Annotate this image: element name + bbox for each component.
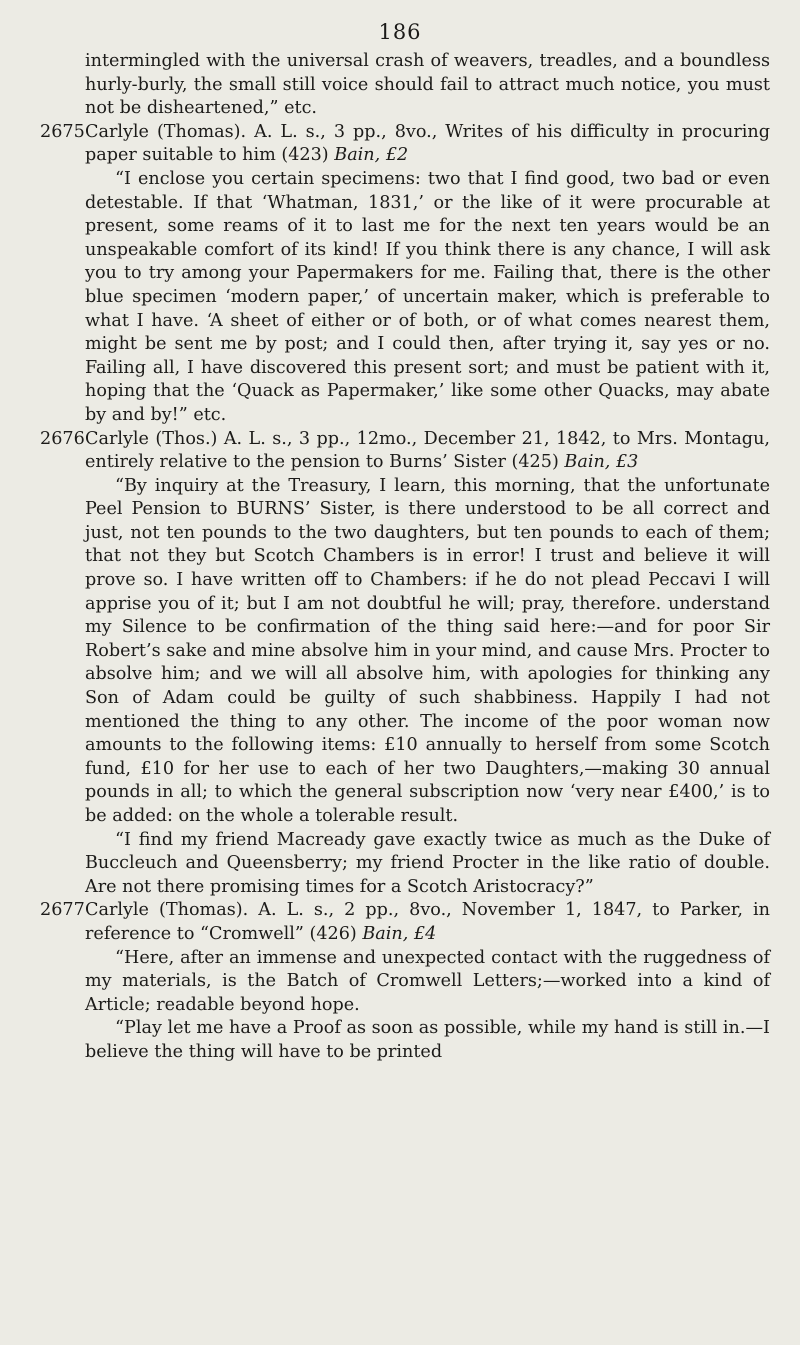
entry-quote: “By inquiry at the Treasury, I learn, this morning, that the unfortunate Peel Pension to BURNS’ Sister, is there understood to be all correct and just, not ten pounds to the two daughters, but ten pounds to each of them; that not they but Scotch Chambers is in error! I trust and believe it will prove so. I have written off to Chambers: if he do not plead Peccavi I will apprise you of it; but I am not doubtful he will; pray, therefore. understand my Silence to be confirmation of the thing said here:—and for poor Sir Robert’s sake and mine absolve him in your mind, and cause Mrs. Procter to absolve him; and we will all absolve him, with apologies for thinking any Son of Adam could be guilty of such shabbiness. Happily I had not mentioned the thing to any other. The income of the poor woman now amounts to the following items: £10 annually to herself from some Scotch fund, £10 for her use to each of her two Daughters,—making 30 annual pounds in all; to which the general subscription now ‘very near £400,’ is to be added: on the whole a tolerable result.: [85, 475, 770, 826]
entry-heading: Carlyle (Thomas). A. L. s., 3 pp., 8vo., Writes of his difficulty in procuring paper suitable to him (423) Bain, £2: [85, 121, 770, 166]
entry-number: 2677: [40, 900, 85, 921]
entry-body: [85, 121, 770, 428]
entry-price: Bain, £3: [564, 452, 639, 473]
entry-number: 2675: [40, 121, 85, 142]
entry-price: Bain, £2: [334, 145, 409, 166]
entry-body: [85, 428, 770, 900]
entry-price: Bain, £4: [362, 923, 437, 944]
entry-quote: “Here, after an immense and unexpected contact with the ruggedness of my materials, is the Batch of Cromwell Letters;—worked into a kind of Article; readable beyond hope.: [85, 947, 770, 1015]
page-number: 186: [378, 20, 422, 44]
entry-quote: “I find my friend Macready gave exactly twice as much as the Duke of Buccleuch and Queensberry; my friend Procter in the like ratio of double. Are not there promising times for a Scotch Aristocracy?”: [85, 829, 770, 897]
entry-quote: “I enclose you certain specimens: two that I find good, two bad or even detestable. If that ‘Whatman, 1831,’ or the like of it were procurable at present, some reams of it to last me for the next ten years would be an unspeakable comfort of its kind! If you think there is any chance, I will ask you to try among your Papermakers for me. Failing that, there is the other blue specimen ‘modern paper,’ of uncertain maker, which is preferable to what I have. ‘A sheet of either or of both, or of what comes nearest them, might be sent me by post; and I could then, after trying it, say yes or no. Failing all, I have discovered this present sort; and must be patient with it, hoping that the ‘Quack as Papermaker,’ like some other Quacks, may abate by and by!” etc.: [85, 168, 770, 425]
page-text: [40, 50, 790, 1065]
catalogue-entry-2677: [40, 899, 790, 1064]
catalogue-entry-2676: [40, 428, 790, 900]
entry-number: 2676: [40, 428, 85, 449]
continuation-paragraph: intermingled with the universal crash of weavers, treadles, and a boundless hurly-burly, the small still voice should fail to attract much notice, you must not be disheartened,” etc.: [85, 51, 770, 119]
entry-heading: Carlyle (Thos.) A. L. s., 3 pp., 12mo., December 21, 1842, to Mrs. Montagu, entirely relative to the pension to Burns’ Sister (425) Bain, £3: [85, 428, 770, 473]
entry-quote: “Play let me have a Proof as soon as possible, while my hand is still in.—I believe the thing will have to be printed: [85, 1018, 770, 1062]
entry-heading: Carlyle (Thomas). A. L. s., 2 pp., 8vo., November 1, 1847, to Parker, in reference to “Cromwell” (426) Bain, £4: [85, 900, 770, 944]
entry-body: [85, 899, 770, 1064]
catalogue-entry-2675: [40, 121, 790, 428]
